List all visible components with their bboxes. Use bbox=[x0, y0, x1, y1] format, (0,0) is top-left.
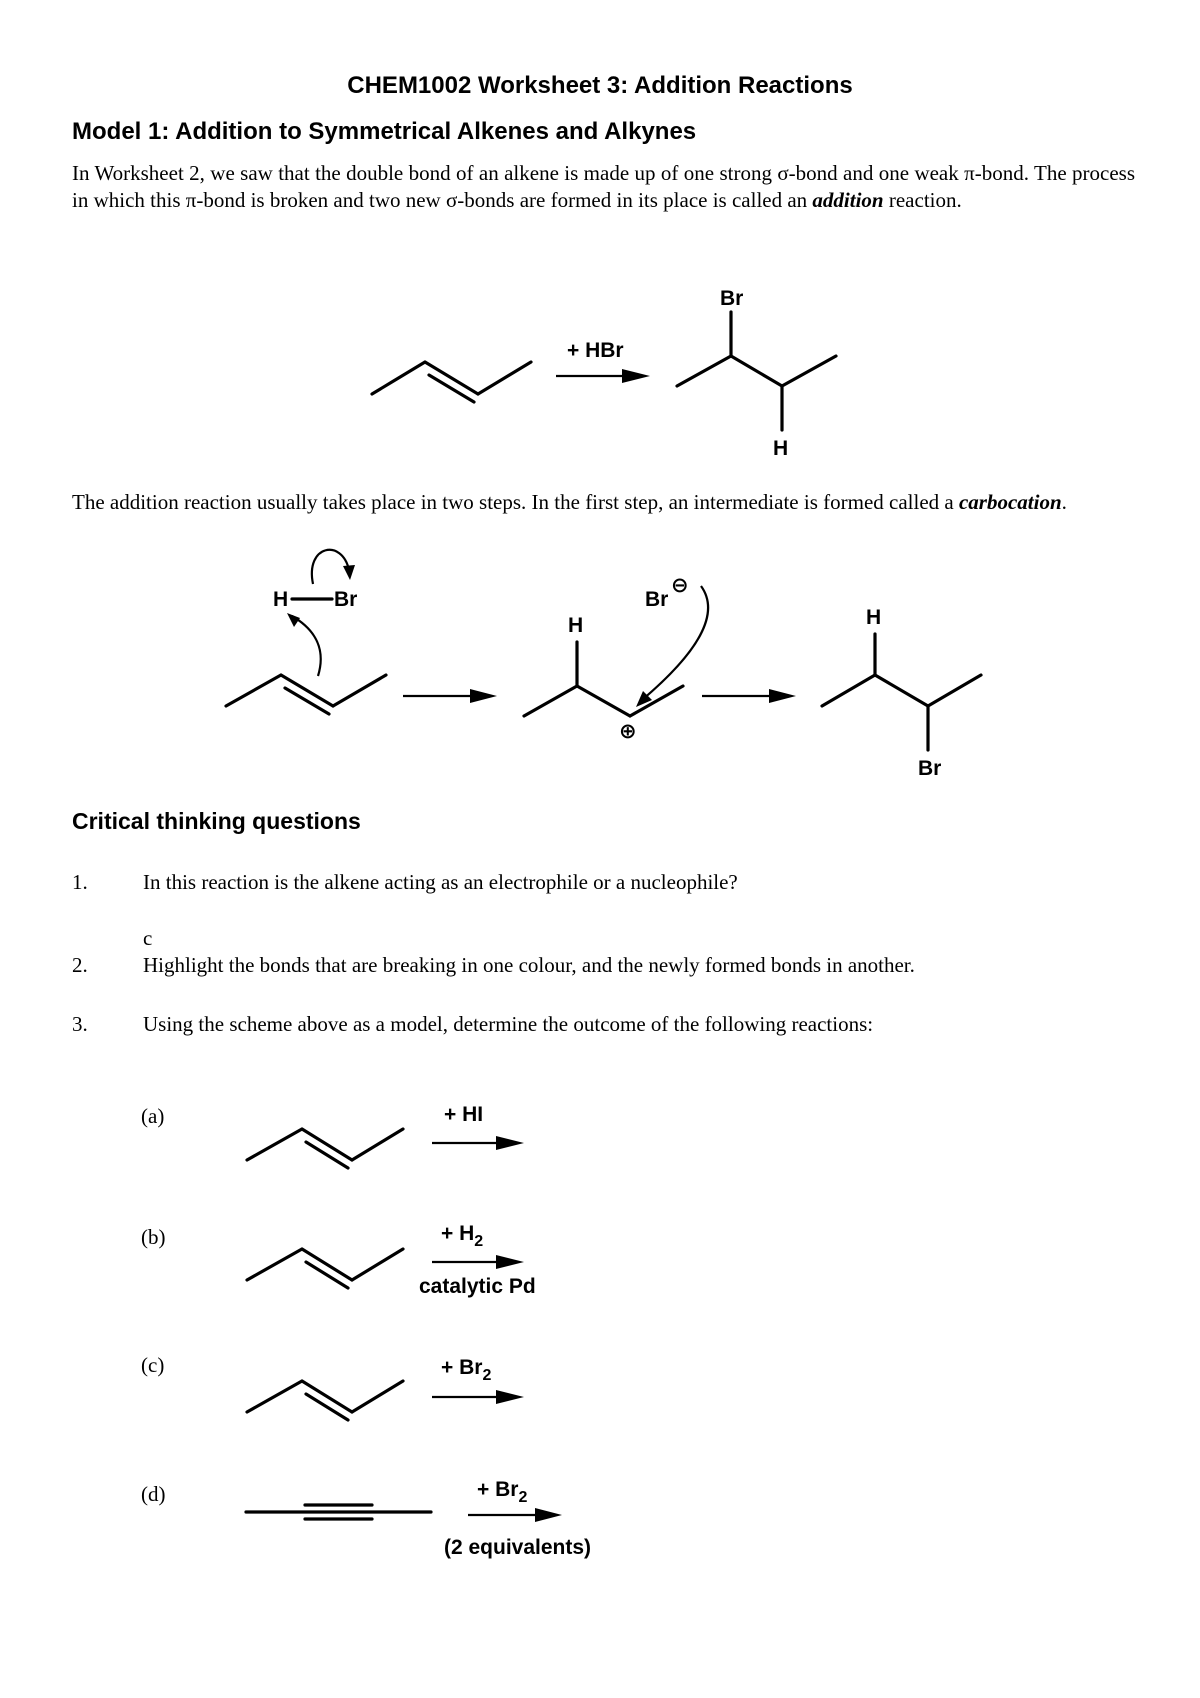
reaction-d bbox=[246, 1478, 591, 1559]
product-h-atom: H bbox=[866, 606, 882, 629]
intro-text: In Worksheet 2, we saw that the double bond of an alkene is made up of one strong σ-bond and one weak π-bond. The process in which this π-bond is broken and two new σ-bonds are formed in its place is called an bbox=[72, 161, 1135, 212]
butene-molecule bbox=[372, 362, 531, 402]
critical-thinking-heading: Critical thinking questions bbox=[72, 808, 361, 834]
question-2-text: Highlight the bonds that are breaking in one colour, and the newly formed bonds in another. bbox=[143, 953, 915, 977]
reaction-b bbox=[247, 1222, 536, 1298]
reagent-a: + HI bbox=[444, 1103, 484, 1126]
part-c-label: (c) bbox=[141, 1353, 165, 1377]
mech-product bbox=[822, 634, 981, 750]
product-br-atom: Br bbox=[918, 757, 942, 780]
part-d-label: (d) bbox=[141, 1482, 166, 1506]
positive-charge: ⊕ bbox=[619, 720, 637, 743]
question-3-number: 3. bbox=[72, 1012, 88, 1036]
mech-br-atom: Br bbox=[334, 588, 358, 611]
question-3-text: Using the scheme above as a model, determine the outcome of the following reactions: bbox=[143, 1012, 874, 1036]
addition-term: addition bbox=[812, 188, 884, 212]
question-1-number: 1. bbox=[72, 870, 88, 894]
worksheet-title: CHEM1002 Worksheet 3: Addition Reactions bbox=[347, 72, 853, 99]
atom-br: Br bbox=[720, 287, 744, 310]
equivalents-label: (2 equivalents) bbox=[444, 1536, 592, 1559]
two-step-text-end: . bbox=[1061, 490, 1067, 514]
hbr-reagent: + HBr bbox=[567, 339, 624, 362]
negative-charge: ⊖ bbox=[671, 574, 689, 597]
mech-arrow-2 bbox=[702, 689, 796, 703]
model-1-heading: Model 1: Addition to Symmetrical Alkenes and Alkynes bbox=[72, 118, 697, 145]
catalyst-label: catalytic Pd bbox=[419, 1275, 536, 1298]
part-a-label: (a) bbox=[141, 1104, 165, 1128]
mech-arrow-1 bbox=[403, 689, 497, 703]
bromide-anion: Br bbox=[645, 588, 669, 611]
two-step-text: The addition reaction usually takes place in two steps. In the first step, an intermediate is formed called a bbox=[72, 490, 959, 514]
curly-arrow-pi-bond bbox=[292, 616, 321, 676]
reaction-a bbox=[247, 1103, 524, 1168]
reaction-arrow bbox=[556, 369, 650, 383]
reagent-b: + $H_2$ bbox=[441, 1222, 484, 1250]
reagent-d: + $Br_2$ bbox=[477, 1478, 528, 1506]
curly-arrow-hbr bbox=[312, 550, 349, 584]
reaction-c bbox=[247, 1356, 524, 1420]
reagent-c: + $Br_2$ bbox=[441, 1356, 492, 1384]
bromobutane-product bbox=[677, 312, 836, 430]
intro-text-end: reaction. bbox=[883, 188, 962, 212]
part-b-label: (b) bbox=[141, 1225, 166, 1249]
question-1-text: In this reaction is the alkene acting as an electrophile or a nucleophile? bbox=[143, 870, 738, 894]
carbocation-intermediate bbox=[524, 642, 683, 716]
atom-h: H bbox=[773, 437, 789, 460]
mech-h-atom: H bbox=[273, 588, 289, 611]
mech-alkene bbox=[226, 675, 386, 714]
scheme-1 bbox=[372, 287, 836, 460]
carbocation-term: carbocation bbox=[958, 490, 1062, 514]
intermediate-h-atom: H bbox=[568, 614, 584, 637]
question-1-answer: c bbox=[143, 926, 153, 950]
mechanism-scheme bbox=[226, 550, 981, 780]
question-2-number: 2. bbox=[72, 953, 88, 977]
